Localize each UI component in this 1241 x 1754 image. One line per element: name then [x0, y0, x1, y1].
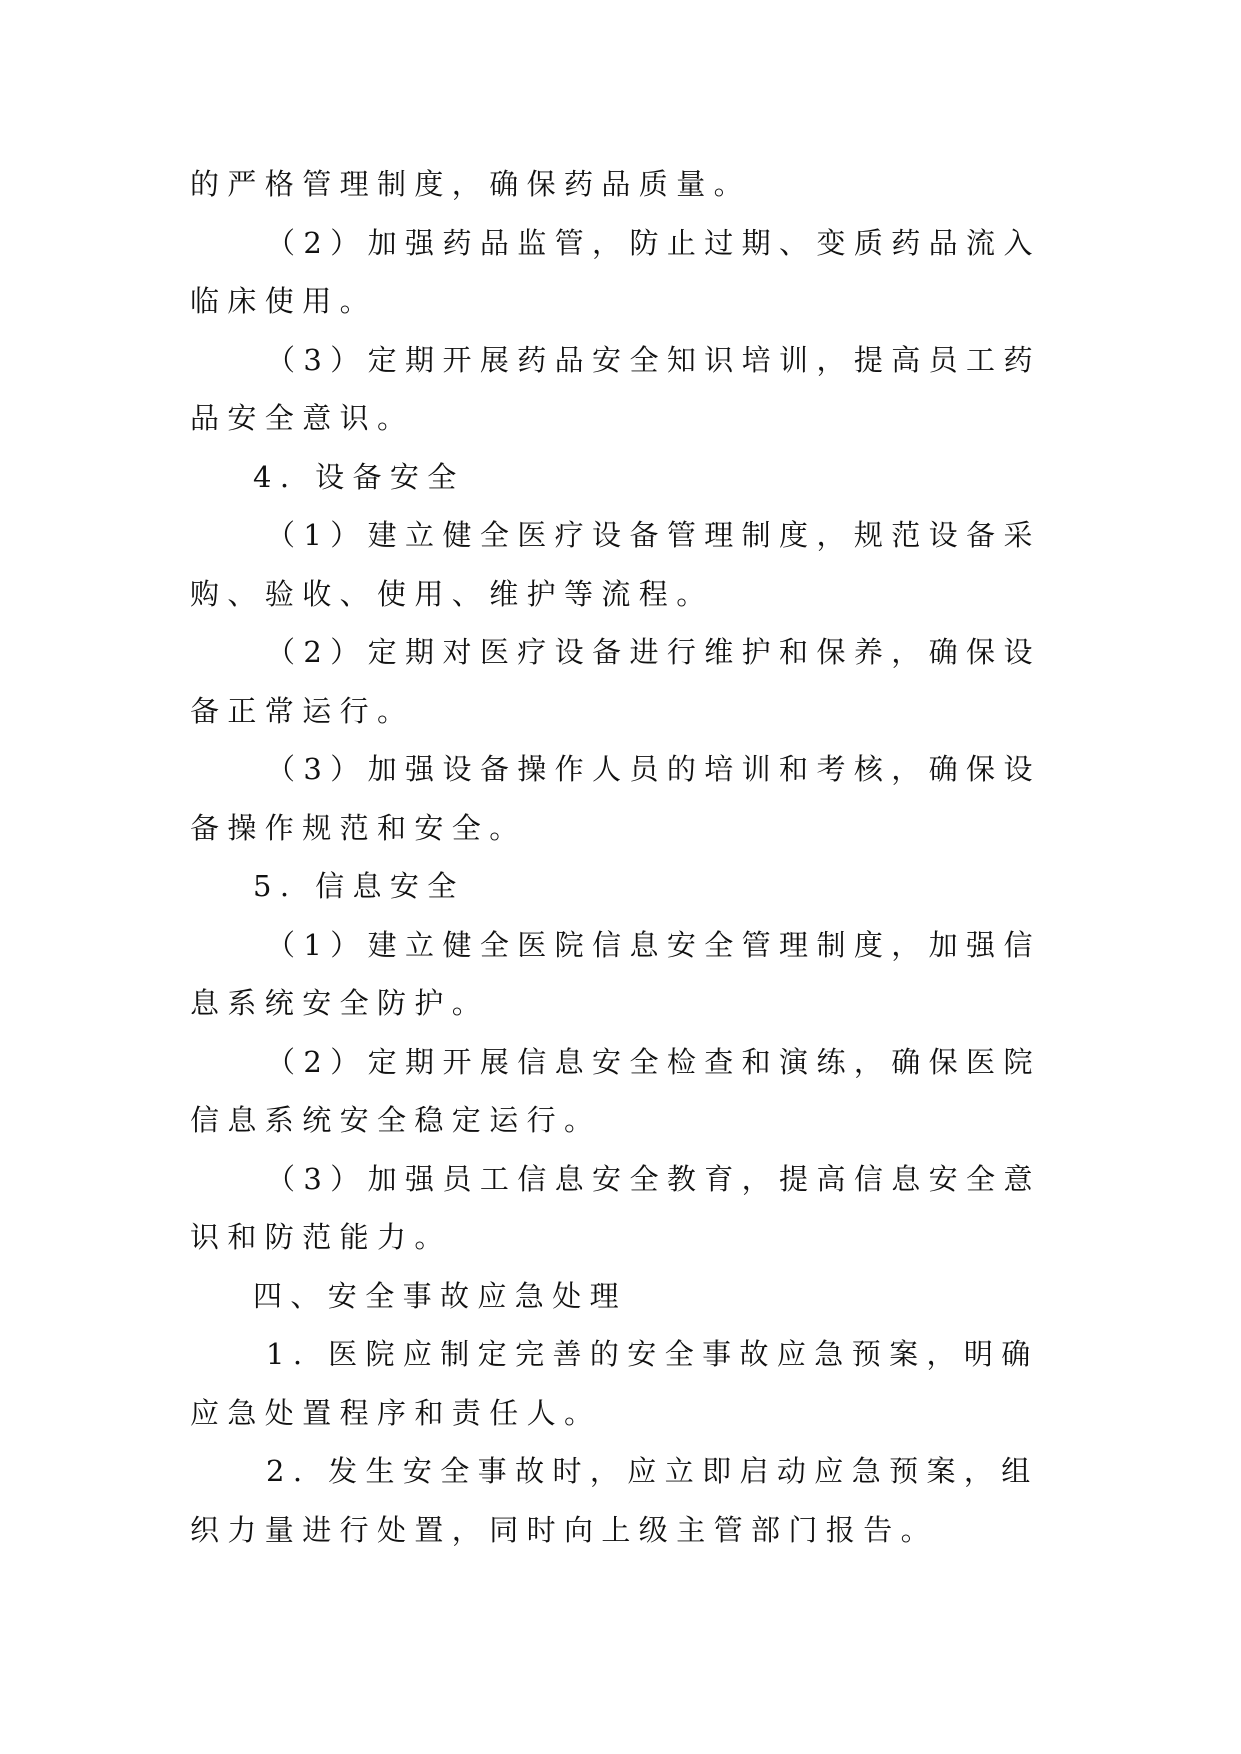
- paragraph-equipment-maintenance: （2）定期对医疗设备进行维护和保养，确保设备正常运行。: [190, 635, 1041, 728]
- paragraph-emergency-response: 2. 发生安全事故时，应立即启动应急预案，组织力量进行处置，同时向上级主管部门报告。: [190, 1454, 1039, 1547]
- paragraph-info-security-education: （3）加强员工信息安全教育，提高信息安全意识和防范能力。: [190, 1161, 1041, 1254]
- paragraph-equipment-operator-training: （3）加强设备操作人员的培训和考核，确保设备操作规范和安全。: [190, 752, 1041, 845]
- paragraph-emergency-plan: 1. 医院应制定完善的安全事故应急预案，明确应急处置程序和责任人。: [190, 1337, 1039, 1430]
- paragraph-equipment-management-system: （1）建立健全医疗设备管理制度，规范设备采购、验收、使用、维护等流程。: [190, 518, 1041, 611]
- paragraph-drug-supervision: （2）加强药品监管，防止过期、变质药品流入临床使用。: [190, 225, 1041, 318]
- paragraph-drug-quality-continuation: 的严格管理制度，确保药品质量。: [190, 167, 752, 201]
- document-body: [190, 155, 1052, 1559]
- paragraph-info-security-drills: （2）定期开展信息安全检查和演练，确保医院信息系统安全稳定运行。: [190, 1044, 1041, 1137]
- paragraph-info-security-system: （1）建立健全医院信息安全管理制度，加强信息系统安全防护。: [190, 927, 1041, 1020]
- section-heading-information-security: 5. 信息安全: [253, 869, 465, 903]
- section-heading-emergency-handling: 四、安全事故应急处理: [253, 1278, 628, 1313]
- section-heading-equipment-safety: 4. 设备安全: [253, 459, 465, 494]
- paragraph-drug-safety-training: （3）定期开展药品安全知识培训，提高员工药品安全意识。: [190, 342, 1041, 435]
